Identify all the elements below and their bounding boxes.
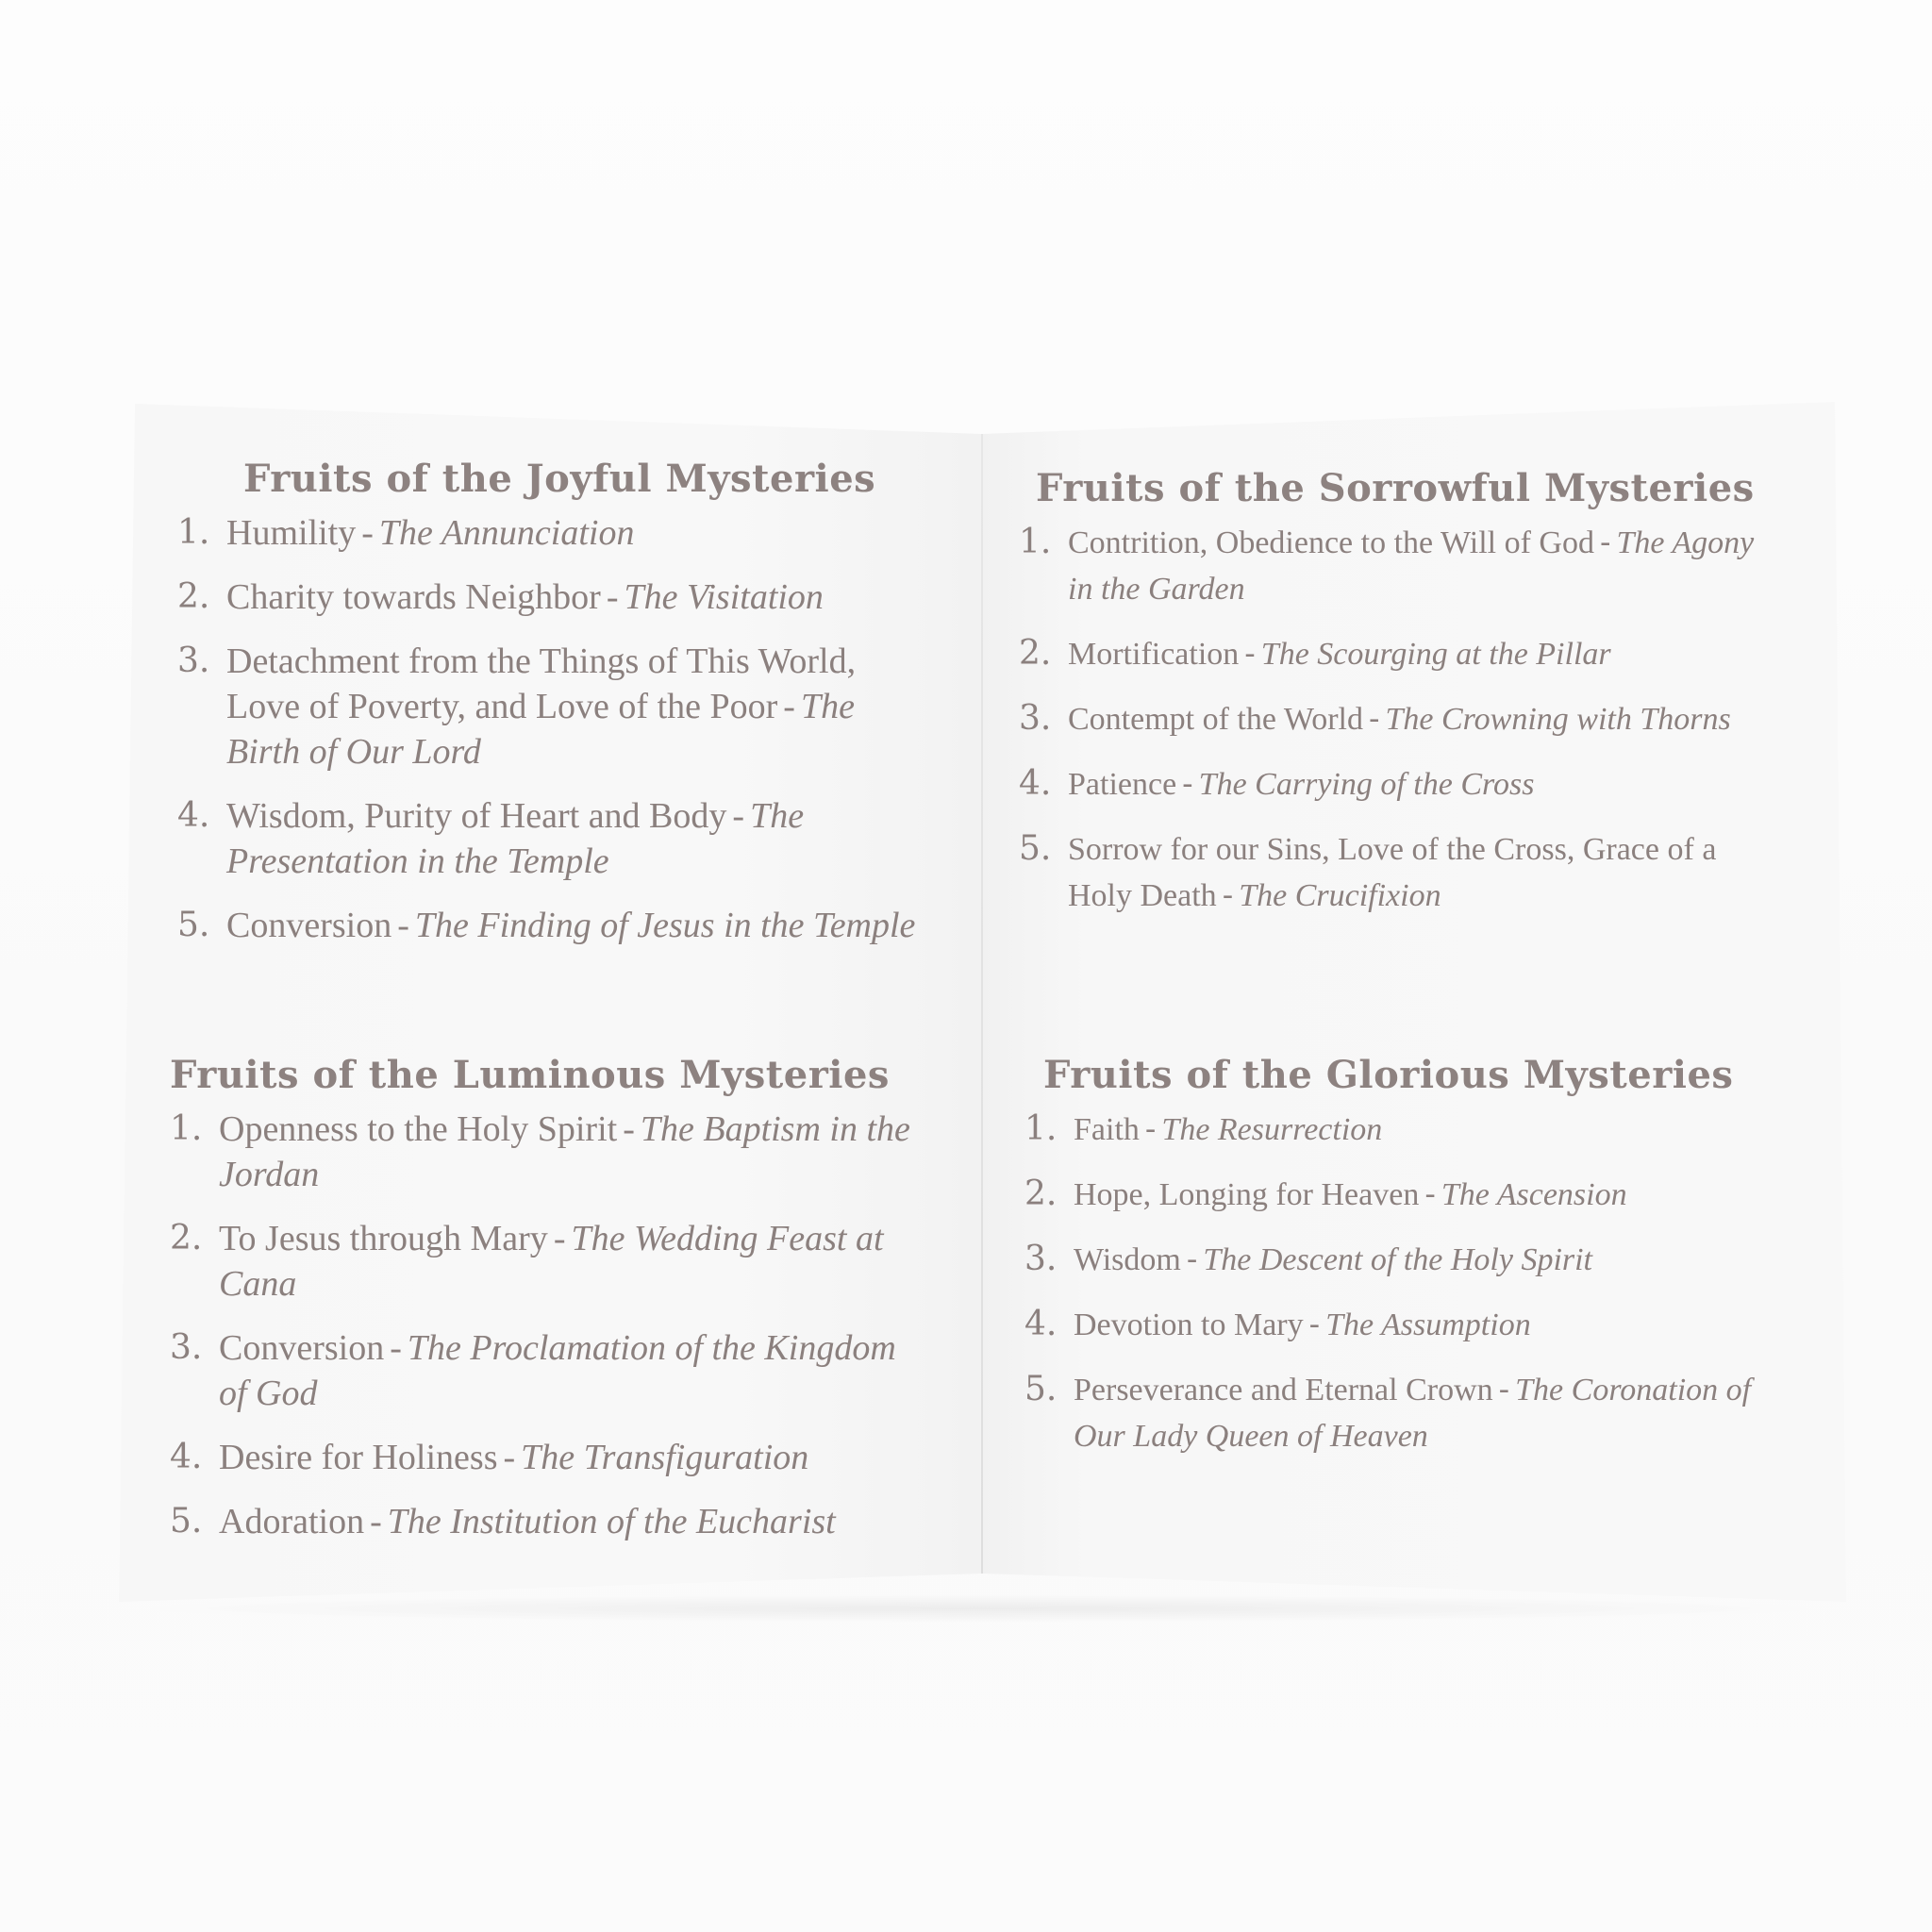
mystery-label: The Agony in the Garden <box>1068 525 1755 607</box>
fruit-label: Sorrow for our Sins, Love of the Cross, Grace of a Holy Death <box>1068 832 1717 913</box>
item-text <box>1074 1237 1798 1283</box>
item-number: 3. <box>177 641 210 680</box>
sorrowful-mysteries-section <box>1019 466 1783 938</box>
separator-dash: - <box>606 577 619 617</box>
separator-dash: - <box>370 1502 382 1541</box>
separator-dash: - <box>1498 1371 1510 1408</box>
fruit-label: Humility <box>226 513 357 553</box>
item-text <box>1074 1367 1798 1459</box>
item-text <box>1068 696 1783 742</box>
separator-dash: - <box>1599 524 1611 561</box>
fruit-label: Hope, Longing for Heaven <box>1074 1177 1420 1212</box>
joyful-mysteries-section <box>177 457 923 967</box>
item-number: 3. <box>170 1328 203 1367</box>
separator-dash: - <box>397 906 409 945</box>
mystery-label: The Coronation of Our Lady Queen of Heaven <box>1074 1373 1752 1454</box>
item-text <box>226 510 923 556</box>
item-text <box>219 1499 924 1544</box>
item-text <box>1068 631 1783 677</box>
item-text <box>1074 1302 1798 1348</box>
mystery-label: The Finding of Jesus in the Temple <box>414 906 916 945</box>
mystery-label: The Proclamation of the Kingdom of God <box>219 1328 896 1413</box>
mystery-label: The Baptism in the Jordan <box>219 1109 910 1194</box>
list-item <box>170 1107 924 1197</box>
fruit-label: Wisdom <box>1074 1242 1181 1277</box>
item-text <box>226 903 923 948</box>
separator-dash: - <box>623 1109 635 1149</box>
separator-dash: - <box>390 1328 402 1368</box>
separator-dash: - <box>503 1438 516 1477</box>
list-item <box>177 575 923 620</box>
mystery-label: The Visitation <box>624 577 824 617</box>
list-item <box>177 510 923 556</box>
separator-dash: - <box>1308 1306 1321 1343</box>
mystery-label: The Birth of Our Lord <box>226 687 855 772</box>
separator-dash: - <box>553 1219 566 1258</box>
list-item <box>177 793 923 884</box>
joyful-mysteries-list <box>177 510 923 948</box>
list-item <box>1019 761 1783 808</box>
item-number: 3. <box>1024 1240 1058 1278</box>
separator-dash: - <box>1144 1110 1157 1148</box>
mystery-label: The Scourging at the Pillar <box>1260 637 1611 672</box>
item-number: 2. <box>1024 1174 1058 1213</box>
separator-dash: - <box>783 687 795 726</box>
list-item <box>1019 520 1783 612</box>
item-text <box>1074 1107 1798 1153</box>
mystery-label: The Resurrection <box>1161 1112 1383 1147</box>
fruit-label: Mortification <box>1068 637 1240 672</box>
separator-dash: - <box>1222 876 1234 914</box>
item-number: 1. <box>1024 1109 1058 1148</box>
fruit-label: Devotion to Mary <box>1074 1307 1304 1342</box>
fruit-label: Conversion <box>219 1328 385 1368</box>
mystery-label: The Ascension <box>1441 1177 1627 1212</box>
fruit-label: Perseverance and Eternal Crown <box>1074 1373 1493 1407</box>
fruit-label: Faith <box>1074 1112 1140 1147</box>
separator-dash: - <box>1369 700 1380 738</box>
mystery-label: The Crucifixion <box>1239 878 1441 913</box>
card-shadow <box>111 1594 1847 1623</box>
list-item <box>1024 1237 1798 1283</box>
list-item <box>170 1435 924 1480</box>
fruit-label: Openness to the Holy Spirit <box>219 1109 618 1149</box>
mystery-label: The Descent of the Holy Spirit <box>1203 1242 1593 1277</box>
item-number: 5. <box>1024 1370 1058 1408</box>
mystery-label: The Institution of the Eucharist <box>387 1502 836 1541</box>
item-number: 2. <box>1019 634 1052 673</box>
item-number: 4. <box>177 796 210 835</box>
item-text <box>1068 826 1783 919</box>
item-text <box>219 1107 924 1197</box>
item-text <box>219 1435 924 1480</box>
mystery-label: The Crowning with Thorns <box>1385 702 1731 737</box>
list-item <box>170 1216 924 1307</box>
fruit-label: Desire for Holiness <box>219 1438 498 1477</box>
luminous-mysteries-title: Fruits of the Luminous Mysteries <box>170 1053 890 1097</box>
separator-dash: - <box>1424 1175 1436 1213</box>
item-number: 1. <box>1019 523 1052 561</box>
list-item <box>1024 1107 1798 1153</box>
sorrowful-mysteries-title: Fruits of the Sorrowful Mysteries <box>1036 466 1755 510</box>
item-number: 1. <box>170 1109 203 1148</box>
separator-dash: - <box>732 796 745 836</box>
item-text <box>226 639 923 774</box>
fruit-label: Conversion <box>226 906 392 945</box>
mystery-label: The Presentation in the Temple <box>226 796 805 881</box>
glorious-mysteries-section <box>1024 1053 1798 1478</box>
item-number: 5. <box>177 906 210 944</box>
item-text <box>1074 1172 1798 1218</box>
list-item <box>1019 826 1783 919</box>
separator-dash: - <box>1186 1241 1198 1278</box>
mystery-label: The Annunciation <box>378 513 635 553</box>
list-item <box>170 1499 924 1544</box>
separator-dash: - <box>361 513 374 553</box>
glorious-mysteries-list <box>1024 1107 1798 1459</box>
joyful-mysteries-title: Fruits of the Joyful Mysteries <box>243 457 876 501</box>
luminous-mysteries-list <box>170 1107 924 1544</box>
list-item <box>1024 1302 1798 1348</box>
fruit-label: Contempt of the World <box>1068 702 1363 737</box>
item-number: 3. <box>1019 699 1052 738</box>
item-number: 2. <box>177 577 210 616</box>
item-number: 4. <box>1019 764 1052 803</box>
glorious-mysteries-title: Fruits of the Glorious Mysteries <box>1043 1053 1734 1097</box>
item-text <box>219 1216 924 1307</box>
list-item <box>1024 1367 1798 1459</box>
sorrowful-mysteries-list <box>1019 520 1783 919</box>
fruit-label: Contrition, Obedience to the Will of God <box>1068 525 1594 560</box>
item-text <box>1068 761 1783 808</box>
fruit-label: Adoration <box>219 1502 365 1541</box>
item-text <box>219 1325 924 1416</box>
item-number: 2. <box>170 1219 203 1257</box>
list-item <box>1019 631 1783 677</box>
item-text <box>226 793 923 884</box>
list-item <box>1019 696 1783 742</box>
fruit-label: Charity towards Neighbor <box>226 577 601 617</box>
item-number: 5. <box>170 1502 203 1541</box>
mystery-label: The Carrying of the Cross <box>1198 767 1535 802</box>
list-item <box>177 639 923 774</box>
mystery-label: The Transfiguration <box>521 1438 809 1477</box>
luminous-mysteries-section <box>170 1053 924 1563</box>
item-number: 5. <box>1019 829 1052 868</box>
list-item <box>170 1325 924 1416</box>
fruit-label: Detachment from the Things of This World, Love of Poverty, and Love of the Poor <box>226 641 857 726</box>
item-text <box>226 575 923 620</box>
item-number: 1. <box>177 513 210 552</box>
mystery-label: The Assumption <box>1325 1307 1531 1342</box>
list-item <box>1024 1172 1798 1218</box>
item-text <box>1068 520 1783 612</box>
fruit-label: Wisdom, Purity of Heart and Body <box>226 796 727 836</box>
item-number: 4. <box>170 1438 203 1476</box>
item-number: 4. <box>1024 1305 1058 1343</box>
fruit-label: To Jesus through Mary <box>219 1219 548 1258</box>
separator-dash: - <box>1244 635 1256 673</box>
fruit-label: Patience <box>1068 767 1177 802</box>
list-item <box>177 903 923 948</box>
separator-dash: - <box>1182 765 1193 803</box>
mystery-label: The Wedding Feast at Cana <box>219 1219 884 1304</box>
card-fold <box>981 434 983 1574</box>
